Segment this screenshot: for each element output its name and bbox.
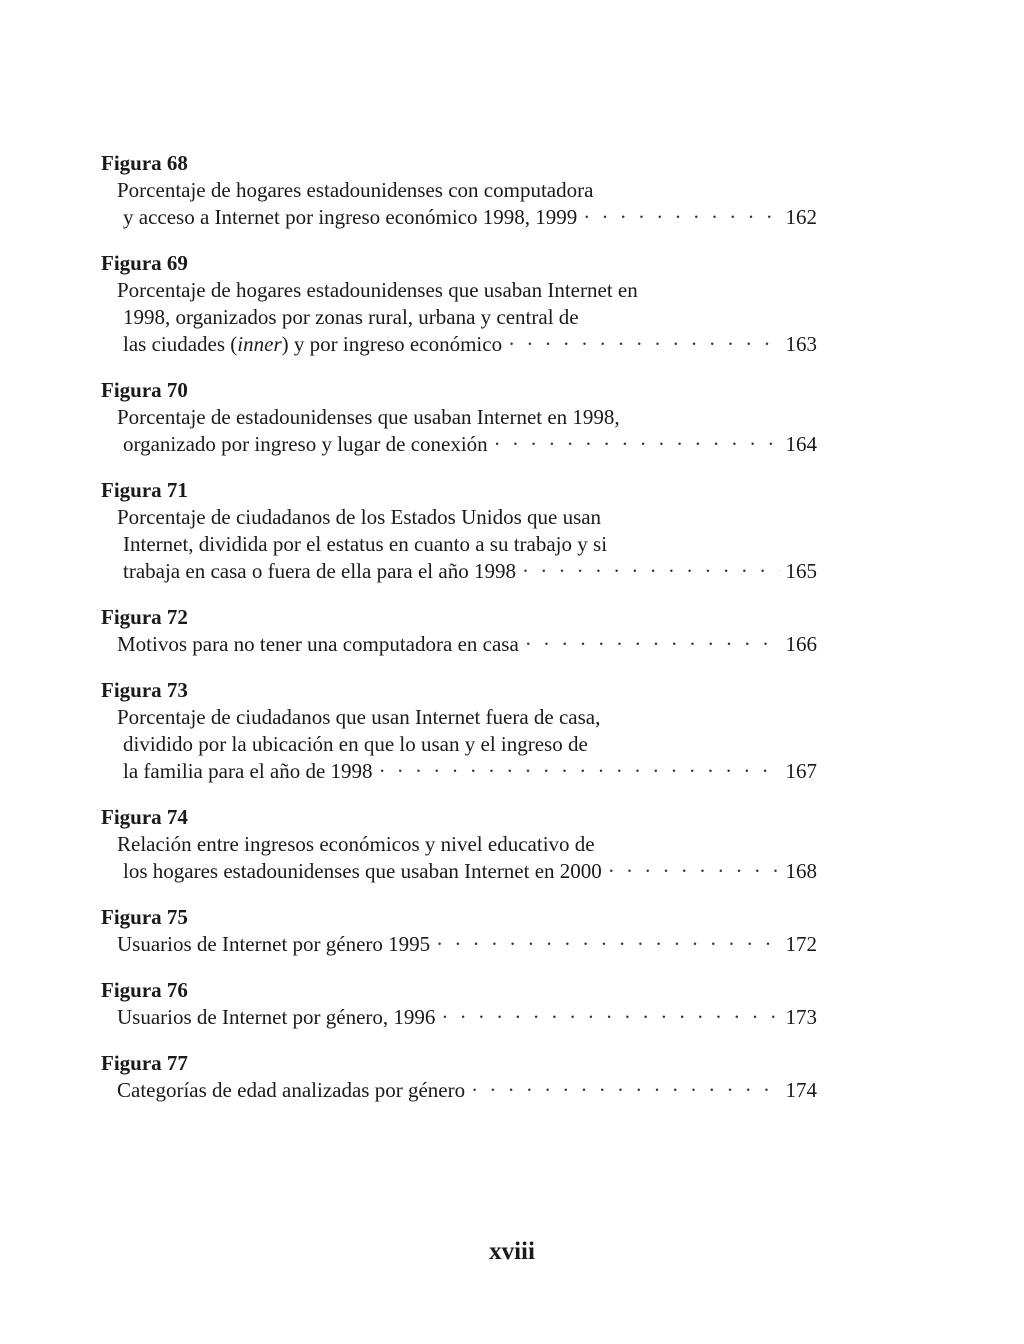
dot-leader [488, 431, 780, 458]
toc-entry [101, 150, 817, 231]
entry-text-segment: las ciudades ( [123, 332, 238, 356]
figure-label: Figura 72 [101, 605, 188, 629]
entry-last-line [101, 858, 817, 885]
toc-entry [101, 604, 817, 658]
entry-last-line [101, 431, 817, 458]
figure-label: Figura 69 [101, 251, 188, 275]
dot-leader [430, 931, 779, 958]
entry-text-line: organizado por ingreso y lugar de conexión [123, 432, 488, 456]
entry-text-line: Usuarios de Internet por género, 1996 [117, 1005, 436, 1029]
entry-text-line [123, 331, 502, 358]
entry-text-line: Relación entre ingresos económicos y nivel educativo de [117, 832, 595, 856]
page-number: 163 [785, 332, 817, 356]
dot-leader [435, 1004, 779, 1031]
entry-text-line: dividido por la ubicación en que lo usan y el ingreso de [123, 732, 588, 756]
entry-last-line [101, 758, 817, 785]
toc-entry [101, 804, 817, 885]
entry-text-line: los hogares estadounidenses que usaban Internet en 2000 [123, 859, 602, 883]
entry-last-line [101, 1004, 817, 1031]
entry-text-line: Porcentaje de hogares estadounidenses con computadora [117, 178, 594, 202]
toc-entry [101, 677, 817, 785]
figure-label: Figura 73 [101, 678, 188, 702]
entry-text-line: y acceso a Internet por ingreso económico 1998, 1999 [123, 205, 578, 229]
entry-text-line: trabaja en casa o fuera de ella para el año 1998 [123, 559, 516, 583]
entry-text-line: Usuarios de Internet por género 1995 [117, 932, 431, 956]
page-number: 166 [785, 632, 817, 656]
entry-text-line: Categorías de edad analizadas por género [117, 1078, 466, 1102]
toc-entry [101, 1050, 817, 1104]
figure-label: Figura 71 [101, 478, 188, 502]
figure-label: Figura 68 [101, 151, 188, 175]
page-number: 162 [785, 205, 817, 229]
toc-entry [101, 377, 817, 458]
entry-text-line: 1998, organizados por zonas rural, urbana y central de [123, 305, 579, 329]
toc-entry [101, 250, 817, 358]
dot-leader [502, 331, 779, 358]
page-number: 174 [785, 1078, 817, 1102]
entry-text-line: Porcentaje de ciudadanos que usan Internet fuera de casa, [117, 705, 601, 729]
entry-text-segment: ) y por ingreso económico [281, 332, 503, 356]
dot-leader [519, 631, 780, 658]
entry-last-line [101, 631, 817, 658]
dot-leader [465, 1077, 779, 1104]
page-number: 168 [785, 859, 817, 883]
entry-last-line [101, 558, 817, 585]
entry-last-line [101, 204, 817, 231]
figure-label: Figura 75 [101, 905, 188, 929]
dot-leader [516, 558, 780, 585]
page-number: 165 [785, 559, 817, 583]
figure-label: Figura 77 [101, 1051, 188, 1075]
figure-label: Figura 70 [101, 378, 188, 402]
dot-leader [373, 758, 780, 785]
entry-last-line [101, 1077, 817, 1104]
toc-entry [101, 977, 817, 1031]
dot-leader [602, 858, 780, 885]
list-of-figures [101, 150, 817, 1123]
entry-text-line: Internet, dividida por el estatus en cuanto a su trabajo y si [123, 532, 608, 556]
page-number: 164 [785, 432, 817, 456]
entry-text-line: Motivos para no tener una computadora en casa [117, 632, 519, 656]
entry-last-line [101, 331, 817, 358]
entry-text-line: Porcentaje de ciudadanos de los Estados Unidos que usan [117, 505, 602, 529]
entry-text-line: la familia para el año de 1998 [123, 759, 373, 783]
toc-entry [101, 477, 817, 585]
page-number: 172 [785, 932, 817, 956]
dot-leader [577, 204, 779, 231]
page-number: 167 [785, 759, 817, 783]
entry-text-line: Porcentaje de estadounidenses que usaban Internet en 1998, [117, 405, 620, 429]
figure-label: Figura 74 [101, 805, 188, 829]
page-number: 173 [785, 1005, 817, 1029]
toc-entry [101, 904, 817, 958]
page-folio: xviii [489, 1238, 535, 1265]
figure-label: Figura 76 [101, 978, 188, 1002]
entry-text-line: Porcentaje de hogares estadounidenses que usaban Internet en [117, 278, 638, 302]
entry-last-line [101, 931, 817, 958]
entry-text-italic: inner [237, 332, 282, 356]
